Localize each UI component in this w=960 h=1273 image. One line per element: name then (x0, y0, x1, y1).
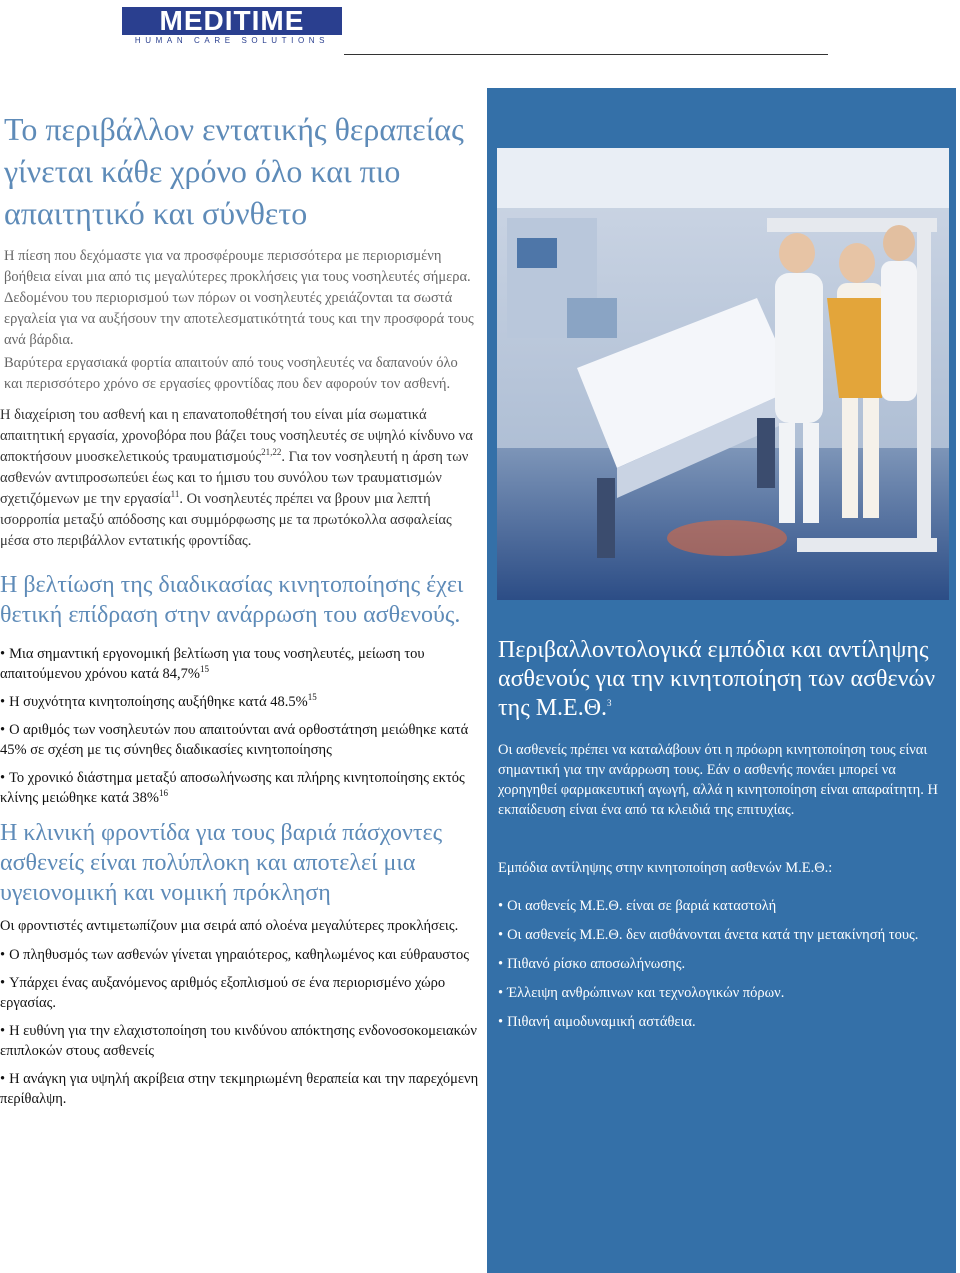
list-item-text: Πιθανή αιμοδυναμική αστάθεια. (507, 1014, 696, 1030)
bullet: • (0, 975, 6, 991)
header-divider (344, 54, 828, 55)
list-item (0, 973, 480, 1013)
bullet: • (0, 947, 6, 963)
list-item-text: Οι ασθενείς Μ.Ε.Θ. είναι σε βαριά καταστολή (507, 898, 777, 914)
brand-tagline: HUMAN CARE SOLUTIONS (134, 36, 330, 45)
list-item-text: Έλλειψη ανθρώπινων και τεχνολογικών πόρων. (507, 985, 785, 1001)
citation: 15 (307, 692, 317, 703)
body-paragraph (0, 405, 480, 552)
brand-logo (122, 7, 342, 44)
list-item (498, 925, 950, 945)
citation: 16 (159, 788, 169, 799)
bullet: • (0, 694, 6, 710)
bullet: • (0, 1023, 6, 1039)
bullet: • (0, 722, 6, 738)
list-item-text: Ο πληθυσμός των ασθενών γίνεται γηραιότερος, καθηλωμένος και εύθραυστος (9, 947, 469, 963)
list-item-text: Η ανάγκη για υψηλή ακρίβεια στην τεκμηριωμένη θεραπεία και την παρεχόμενη περίθαλψη. (0, 1071, 479, 1107)
icu-patient-mobilization-photo (497, 148, 949, 600)
bullet: • (0, 1071, 6, 1087)
section-heading-mobilization: Η βελτίωση της διαδικασίας κινητοποίησης έχει θετική επίδραση στην ανάρρωση του ασθενούς. (0, 572, 464, 628)
left-column (0, 108, 480, 1117)
list-item (498, 896, 950, 916)
bullet: • (0, 770, 6, 786)
list-item-text: Οι ασθενείς Μ.Ε.Θ. δεν αισθάνονται άνετα κατά την μετακίνησή τους. (507, 927, 919, 943)
body-paragraph-part-b: . Για τον νοσηλευτή η άρση των ασθενών αντιπροσωπεύει έως και το ήμισυ του συνόλου των τραυματισμών σχετιζόμενων με την εργασία (0, 449, 469, 507)
bullet: • (498, 898, 504, 914)
citation-3: 3 (607, 698, 612, 708)
list-item (498, 983, 950, 1003)
body-paragraph-part-a: Η διαχείριση του ασθενή και η επανατοποθέτησή του είναι μία σωματικά απαιτητική εργασία, χρονοβόρα που βάζει τους νοσηλευτές σε υψηλό κίνδυνο να αποκτήσουν μυοσκελετικούς τραυματισμούς (0, 407, 473, 465)
citation-21-22: 21,22 (261, 447, 282, 458)
list-item-text: Πιθανό ρίσκο αποσωλήνωσης. (507, 956, 686, 972)
list-item (0, 945, 480, 965)
bullet: • (498, 927, 504, 943)
list-item (0, 1021, 480, 1061)
list-item-text: Ο αριθμός των νοσηλευτών που απαιτούνται ανά ορθοστάτηση μειώθηκε κατά 45% σε σχέση με τις σύνηθες διαδικασίες κινητοποίησης (0, 722, 469, 758)
body-paragraph-part-c: . Οι νοσηλευτές πρέπει να βρουν μια λεπτή ισορροπία μεταξύ απόδοσης και συμμόρφωσης με τα πρωτόκολλα ασφαλείας μέσα στο περιβάλλον εντατικής φροντίδας. (0, 491, 452, 549)
sidebar-heading (498, 636, 950, 723)
bullet: • (0, 646, 6, 662)
intro-paragraph-1: Η πίεση που δεχόμαστε για να προσφέρουμε περισσότερα με περιορισμένη βοήθεια είναι μια από τις μεγαλύτερες προκλήσεις για τους νοσηλευτές σήμερα. Δεδομένου του περιορισμού των πόρων οι νοσηλευτές χρειάζονται τα σωστά εργαλεία για να αυξήσουν την αποτελεσματικότητά τους και την προσφορά τους ανά βάρδια. (4, 248, 474, 348)
list-item (498, 1012, 950, 1032)
section-heading-critical-care: Η κλινική φροντίδα για τους βαριά πάσχοντες ασθενείς είναι πολύπλοκη και αποτελεί μια υγειονομική και νομική πρόκληση (0, 820, 443, 906)
barriers-list (498, 896, 950, 1041)
sidebar-heading-text: Περιβαλλοντολογικά εμπόδια και αντίληψης ασθενούς για την κινητοποίηση των ασθενών της Μ.Ε.Θ. (498, 637, 936, 721)
list-item (0, 768, 480, 808)
list-item (0, 720, 480, 760)
barriers-title: Εμπόδια αντίληψης στην κινητοποίηση ασθενών Μ.Ε.Θ.: (498, 860, 833, 876)
list-item (0, 1069, 480, 1109)
caregiver-challenges-list (0, 945, 480, 1109)
bullet: • (498, 956, 504, 972)
list-item (0, 644, 480, 684)
mobilization-benefits-list (0, 644, 480, 808)
list-item-text: Μια σημαντική εργονομική βελτίωση για τους νοσηλευτές, μείωση του απαιτούμενου χρόνου κατά 84,7% (0, 646, 425, 682)
list-item-text: Η συχνότητα κινητοποίησης αυξήθηκε κατά 48.5% (9, 694, 308, 710)
list-item (498, 954, 950, 974)
bullet: • (498, 1014, 504, 1030)
citation-11: 11 (170, 489, 180, 500)
list-item-text: Η ευθύνη για την ελαχιστοποίηση του κινδύνου απόκτησης ενδονοσοκομειακών επιπλοκών στους ασθενείς (0, 1023, 477, 1059)
citation: 15 (199, 664, 209, 675)
list-item-text: Υπάρχει ένας αυξανόμενος αριθμός εξοπλισμού σε ένα περιορισμένο χώρο εργασίας. (0, 975, 446, 1011)
list-item (0, 692, 480, 712)
intro-paragraph-2: Βαρύτερα εργασιακά φορτία απαιτούν από τους νοσηλευτές να δαπανούν όλο και περισσότερο χρόνο σε εργασίες φροντίδας που δεν αφορούν τον ασθενή. (4, 355, 458, 392)
section3-intro: Οι φροντιστές αντιμετωπίζουν μια σειρά από ολοένα μεγαλύτερες προκλήσεις. (0, 918, 459, 934)
sidebar-paragraph: Οι ασθενείς πρέπει να καταλάβουν ότι η πρόωρη κινητοποίηση τους είναι σημαντική για την ανάρρωση τους. Εάν ο ασθενής πονάει μπορεί να χορηγηθεί φαρμακευτική αγωγή, αλλά η κινητοποίηση είναι απαραίτητη. Η εκπαίδευση είναι ένα από τα κλειδιά της επιτυχίας. (498, 742, 938, 818)
brand-name: MEDITIME (122, 7, 342, 35)
page-title: Το περιβάλλον εντατικής θεραπείας γίνεται κάθε χρόνο όλο και πιο απαιτητικό και σύνθετο (4, 111, 464, 231)
bullet: • (498, 985, 504, 1001)
list-item-text: Το χρονικό διάστημα μεταξύ αποσωλήνωσης και πλήρης κινητοποίησης εκτός κλίνης μειώθηκε κατά 38% (0, 770, 465, 806)
